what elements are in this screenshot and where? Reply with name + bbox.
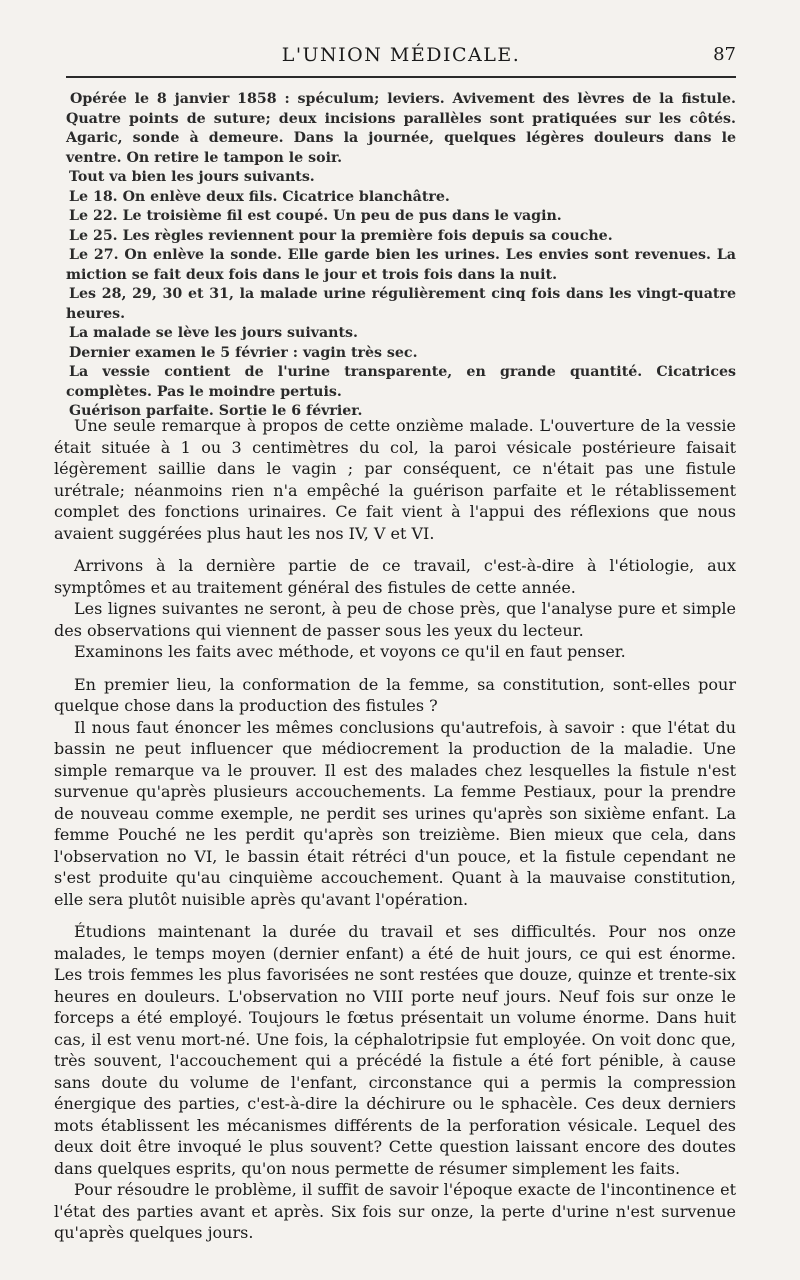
running-title: L'UNION MÉDICALE. bbox=[281, 44, 521, 66]
observation-line: Tout va bien les jours suivants. bbox=[69, 169, 315, 185]
observation-line: Le 25. Les règles reviennent pour la première fois depuis sa couche. bbox=[69, 227, 613, 244]
observation-line: Dernier examen le 5 février : vagin très sec. bbox=[69, 344, 418, 361]
observation-line: Le 27. On enlève la sonde. Elle garde bien les urines. Les envies sont revenues. La miction se fait deux fois dans le jour et trois fois dans la nuit. bbox=[66, 247, 736, 283]
observation-line: Guérison parfaite. Sortie le 6 février. bbox=[69, 403, 363, 419]
observation-line: Le 22. Le troisième fil est coupé. Un peu de pus dans le vagin. bbox=[69, 208, 562, 224]
observation-line: La malade se lève les jours suivants. bbox=[69, 325, 358, 341]
paragraph-labor-duration: Étudions maintenant la durée du travail et ses difficultés. Pour nos onze malades, le temps moyen (dernier enfant) a été de huit jours, ce qui est énorme. Les trois femmes les plus favorisées ne sont restées que douze, quinze et trente-six heures en douleurs. L'observation no VIII porte neuf jours. Neuf fois sur onze le forceps a été employé. Toujours le fœtus présentait un volume énorme. Dans huit cas, il est venu mort-né. Une fois, la céphalotripsie fut employée. On voit donc que, très souvent, l'accouchement qui a précédé la fistule a été fort pénible, à cause sans doute du volume de l'enfant, circonstance qui a permis la compression énergique des parties, c'est-à-dire la déchirure ou le sphacèle. Ces deux derniers mots établissent les mécanismes différents de la perforation vésicale. Lequel des deux doit être invoqué le plus souvent? Cette question laissant encore des doutes dans quelques esprits, qu'on nous permette de résumer simplement les faits. bbox=[54, 922, 736, 1178]
paragraph-conformation: En premier lieu, la conformation de la femme, sa constitution, sont-elles pour quelque chose dans la production des fistules ? bbox=[54, 674, 736, 715]
paragraph-incontinence: Pour résoudre le problème, il suffit de savoir l'époque exacte de l'incontinence et l'état des parties avant et après. Six fois sur onze, la perte d'urine n'est survenue qu'après quelques jours. bbox=[54, 1180, 736, 1242]
page-header bbox=[66, 44, 736, 74]
observation-line: La vessie contient de l'urine transparente, en grande quantité. Cicatrices complètes. Pas le moindre pertuis. bbox=[66, 364, 736, 400]
paragraph-pelvis: Il nous faut énoncer les mêmes conclusions qu'autrefois, à savoir : que l'état du bassin ne peut influencer que médiocrement la production de la maladie. Une simple remarque va le prouver. Il est des malades chez lesquelles la fistule n'est survenue qu'après plusieurs accouchements. La femme Pestiaux, pour la prendre de nouveau comme exemple, ne perdit ses urines qu'après son sixième enfant. La femme Pouché ne les perdit qu'après son treizième. Bien mieux que cela, dans l'observation no VI, le bassin était rétréci d'un pouce, et la fistule cependant ne s'est produite qu'au cinquième accouchement. Quant à la mauvaise constitution, elle sera plutôt nuisible après qu'avant l'opération. bbox=[54, 717, 736, 909]
page-number: 87 bbox=[713, 44, 736, 65]
observation-line: Les 28, 29, 30 et 31, la malade urine régulièrement cinq fois dans les vingt-quatre heures. bbox=[66, 286, 736, 322]
observation-line: Opérée le 8 janvier 1858 : spéculum; leviers. Avivement des lèvres de la fistule. Quatre points de suture; deux incisions parallèles sont pratiquées sur les côtés. Agaric, sonde à demeure. Dans la journée, quelques légères douleurs dans le ventre. On retire le tampon le soir. bbox=[66, 91, 736, 166]
paragraph-remark: Une seule remarque à propos de cette onzième malade. L'ouverture de la vessie était située à 1 ou 3 centimètres du col, la paroi vésicale postérieure faisait légèrement saillie dans le vagin ; par conséquent, ce n'était pas une fistule urétrale; néanmoins rien n'a empêché la guérison parfaite et le rétablissement complet des fonctions urinaires. Ce fait vient à l'appui des réflexions que nous avaient suggérées plus haut les nos IV, V et VI. bbox=[54, 416, 736, 543]
article-body bbox=[54, 415, 736, 1244]
paragraph-etiology-intro: Arrivons à la dernière partie de ce travail, c'est-à-dire à l'étiologie, aux symptômes et au traitement général des fistules de cette année. bbox=[54, 556, 736, 597]
paragraph-analysis: Les lignes suivantes ne seront, à peu de chose près, que l'analyse pure et simple des observations qui viennent de passer sous les yeux du lecteur. bbox=[54, 599, 736, 640]
header-rule bbox=[66, 76, 736, 78]
observation-block bbox=[66, 90, 736, 422]
observation-line: Le 18. On enlève deux fils. Cicatrice blanchâtre. bbox=[69, 188, 450, 205]
paragraph-method: Examinons les faits avec méthode, et voyons ce qu'il en faut penser. bbox=[74, 642, 626, 661]
